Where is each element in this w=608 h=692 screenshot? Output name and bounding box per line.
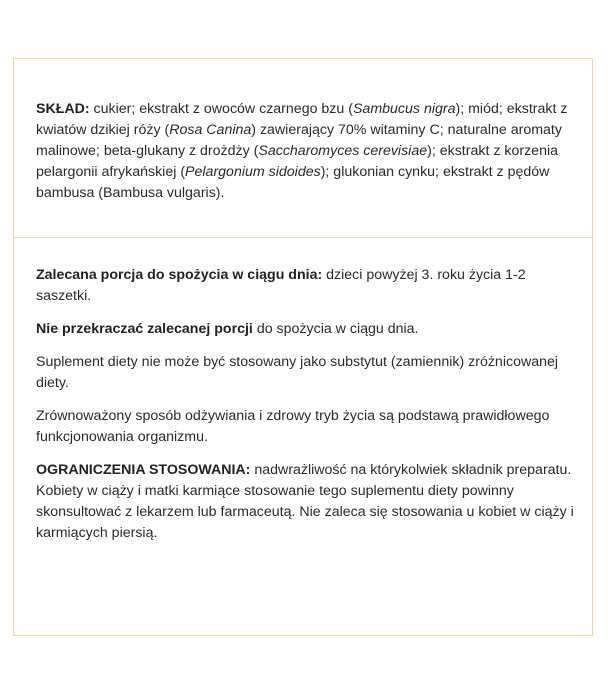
composition-text: [36, 99, 576, 204]
restrictions-text: nadwrażliwość na którykolwiek składnik preparatu. Kobiety w ciąży i matki karmiące stosowanie tego suplementu diety powinny skonsultować z lekarzem lub farmaceutą. Nie zaleca się stosowania u kobiet w ciąży i karmiących piersią.: [36, 462, 574, 541]
composition-label: SKŁAD:: [36, 101, 90, 117]
dosage-text: dzieci powyżej 3. roku życia 1-2 saszetki.: [36, 267, 526, 304]
latin-name: Rosa Canina: [169, 122, 252, 138]
dosage-label: Zalecana porcja do spożycia w ciągu dnia:: [36, 267, 323, 283]
composition-text-part: ); ekstrakt z korzenia pelargonii afrykańskiej (: [36, 143, 559, 180]
latin-name: Saccharomyces cerevisiae: [258, 143, 428, 159]
section-divider: [14, 237, 592, 238]
latin-name: Pelargonium sidoides: [185, 164, 321, 180]
diet-note: Zrównoważony sposób odżywiania i zdrowy tryb życia są podstawą prawidłowego funkcjonowania organizmu.: [36, 408, 550, 445]
composition-text-part: ); miód; ekstrakt z kwiatów dzikiej róży (: [36, 101, 568, 138]
warning-paragraph: [36, 319, 576, 340]
composition-text-part: ); glukonian cynku; ekstrakt z pędów bambusa (Bambusa vulgaris).: [36, 164, 550, 201]
label-panel: [13, 58, 593, 636]
warning-label: Nie przekraczać zalecanej porcji: [36, 321, 253, 337]
composition-section: [36, 99, 576, 216]
usage-section: [36, 265, 576, 556]
composition-text-part: cukier; ekstrakt z owoców czarnego bzu (: [89, 101, 353, 117]
restrictions-label: OGRANICZENIA STOSOWANIA:: [36, 462, 251, 478]
warning-text: do spożycia w ciągu dnia.: [252, 321, 419, 337]
composition-text-part: ) zawierający 70% witaminy C; naturalne aromaty malinowe; beta-glukany z drożdży (: [36, 122, 562, 159]
restrictions-paragraph: [36, 460, 576, 544]
latin-name: Sambucus nigra: [352, 101, 456, 117]
supplement-note: Suplement diety nie może być stosowany jako substytut (zamiennik) zróżnicowanej diety.: [36, 354, 559, 391]
dosage-paragraph: [36, 265, 576, 307]
